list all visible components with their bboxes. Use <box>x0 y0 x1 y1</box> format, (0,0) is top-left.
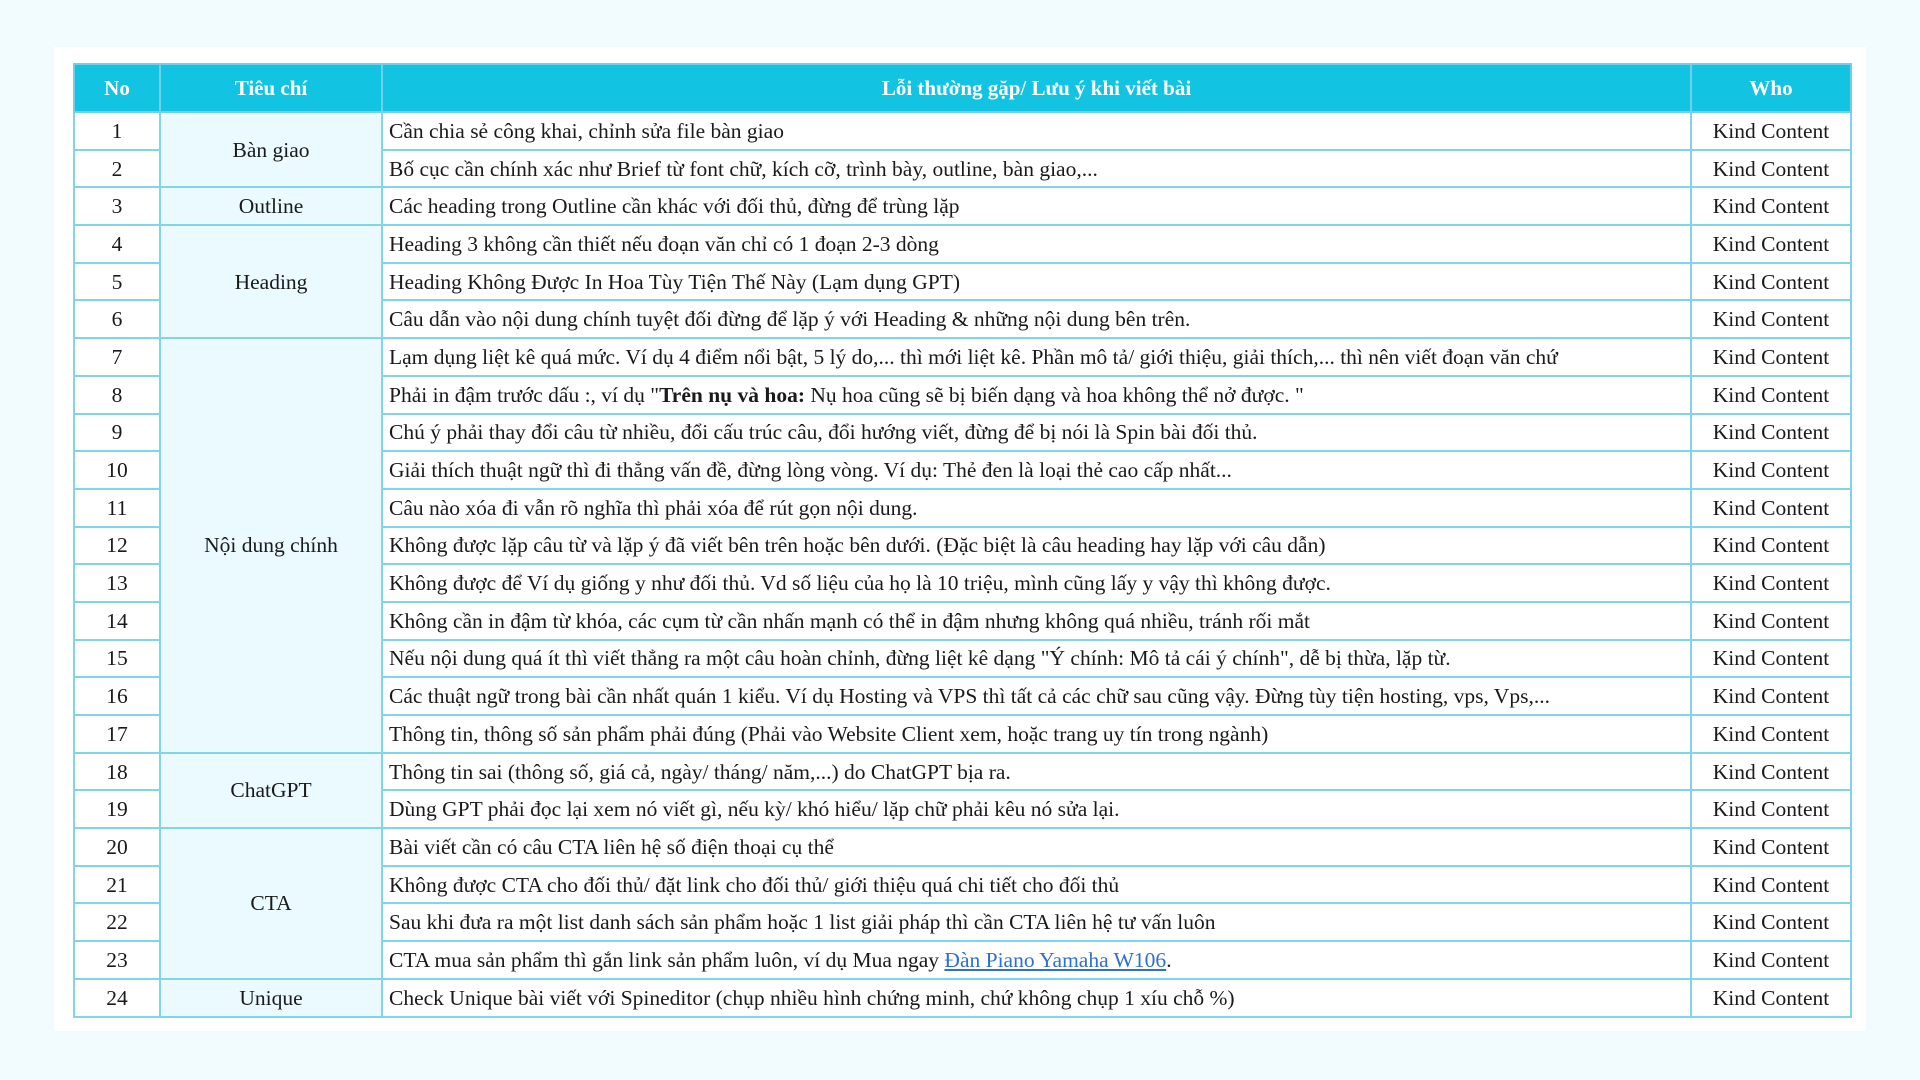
who-cell: Kind Content <box>1691 903 1851 941</box>
issue-cell: Không được để Ví dụ giống y như đối thủ. Vd số liệu của họ là 10 triệu, mình cũng lấy y vậy thì không được. <box>382 564 1691 602</box>
criteria-cell: Unique <box>160 979 382 1017</box>
row-number: 23 <box>74 941 160 979</box>
issue-cell: Check Unique bài viết với Spineditor (chụp nhiều hình chứng minh, chứ không chụp 1 xíu chỗ %) <box>382 979 1691 1017</box>
issue-text: . <box>1166 947 1172 972</box>
criteria-cell: Heading <box>160 225 382 338</box>
issue-cell: Các heading trong Outline cần khác với đối thủ, đừng để trùng lặp <box>382 187 1691 225</box>
row-number: 15 <box>74 640 160 678</box>
issue-cell: Không cần in đậm từ khóa, các cụm từ cần nhấn mạnh có thể in đậm nhưng không quá nhiều, tránh rối mắt <box>382 602 1691 640</box>
who-cell: Kind Content <box>1691 753 1851 791</box>
issue-cell: Không được CTA cho đối thủ/ đặt link cho đối thủ/ giới thiệu quá chi tiết cho đối thủ <box>382 866 1691 904</box>
criteria-cell: Outline <box>160 187 382 225</box>
issue-cell: Nếu nội dung quá ít thì viết thẳng ra một câu hoàn chỉnh, đừng liệt kê dạng "Ý chính: Mô tả cái ý chính", dễ bị thừa, lặp từ. <box>382 640 1691 678</box>
issue-cell: Thông tin sai (thông số, giá cả, ngày/ tháng/ năm,...) do ChatGPT bịa ra. <box>382 753 1691 791</box>
row-number: 22 <box>74 903 160 941</box>
row-number: 17 <box>74 715 160 753</box>
criteria-cell: ChatGPT <box>160 753 382 828</box>
table-row <box>74 979 1851 1017</box>
row-number: 7 <box>74 338 160 376</box>
who-cell: Kind Content <box>1691 263 1851 301</box>
who-cell: Kind Content <box>1691 677 1851 715</box>
table-row <box>74 338 1851 376</box>
bold-example: Trên nụ và hoa: <box>659 382 806 407</box>
who-cell: Kind Content <box>1691 941 1851 979</box>
header-criteria: Tiêu chí <box>160 64 382 112</box>
issue-cell: Cần chia sẻ công khai, chỉnh sửa file bàn giao <box>382 112 1691 150</box>
row-number: 11 <box>74 489 160 527</box>
issue-cell: Lạm dụng liệt kê quá mức. Ví dụ 4 điểm nổi bật, 5 lý do,... thì mới liệt kê. Phần mô tả/ giới thiệu, giải thích,... thì nên viết đoạn văn chứ <box>382 338 1691 376</box>
who-cell: Kind Content <box>1691 715 1851 753</box>
issue-text: Nụ hoa cũng sẽ bị biến dạng và hoa không thể nở được. " <box>805 382 1304 407</box>
row-number: 13 <box>74 564 160 602</box>
who-cell: Kind Content <box>1691 225 1851 263</box>
table-row <box>74 112 1851 150</box>
row-number: 1 <box>74 112 160 150</box>
row-number: 20 <box>74 828 160 866</box>
issue-text: Phải in đậm trước dấu :, ví dụ " <box>389 382 660 407</box>
who-cell: Kind Content <box>1691 414 1851 452</box>
issue-cell: Câu dẫn vào nội dung chính tuyệt đối đừng để lặp ý với Heading & những nội dung bên trên. <box>382 300 1691 338</box>
who-cell: Kind Content <box>1691 187 1851 225</box>
issue-cell: Bố cục cần chính xác như Brief từ font chữ, kích cỡ, trình bày, outline, bàn giao,... <box>382 150 1691 188</box>
row-number: 14 <box>74 602 160 640</box>
who-cell: Kind Content <box>1691 602 1851 640</box>
who-cell: Kind Content <box>1691 489 1851 527</box>
issue-cell: Không được lặp câu từ và lặp ý đã viết bên trên hoặc bên dưới. (Đặc biệt là câu heading hay lặp với câu dẫn) <box>382 527 1691 565</box>
who-cell: Kind Content <box>1691 112 1851 150</box>
who-cell: Kind Content <box>1691 376 1851 414</box>
row-number: 3 <box>74 187 160 225</box>
issue-cell: Bài viết cần có câu CTA liên hệ số điện thoại cụ thể <box>382 828 1691 866</box>
row-number: 4 <box>74 225 160 263</box>
document-panel <box>54 47 1866 1031</box>
row-number: 2 <box>74 150 160 188</box>
table-header-row <box>74 64 1851 112</box>
row-number: 6 <box>74 300 160 338</box>
who-cell: Kind Content <box>1691 866 1851 904</box>
row-number: 19 <box>74 790 160 828</box>
header-who: Who <box>1691 64 1851 112</box>
row-number: 21 <box>74 866 160 904</box>
who-cell: Kind Content <box>1691 451 1851 489</box>
row-number: 5 <box>74 263 160 301</box>
header-issue: Lỗi thường gặp/ Lưu ý khi viết bài <box>382 64 1691 112</box>
who-cell: Kind Content <box>1691 828 1851 866</box>
product-link[interactable]: Đàn Piano Yamaha W106 <box>944 947 1167 972</box>
issue-cell: Thông tin, thông số sản phẩm phải đúng (Phải vào Website Client xem, hoặc trang uy tín trong ngành) <box>382 715 1691 753</box>
who-cell: Kind Content <box>1691 150 1851 188</box>
criteria-cell: Bàn giao <box>160 112 382 187</box>
issue-cell: Giải thích thuật ngữ thì đi thẳng vấn đề, đừng lòng vòng. Ví dụ: Thẻ đen là loại thẻ cao cấp nhất... <box>382 451 1691 489</box>
who-cell: Kind Content <box>1691 790 1851 828</box>
row-number: 12 <box>74 527 160 565</box>
writing-guidelines-table <box>73 63 1852 1018</box>
issue-cell: Chú ý phải thay đổi câu từ nhiều, đổi cấu trúc câu, đổi hướng viết, đừng để bị nói là Spin bài đối thủ. <box>382 414 1691 452</box>
criteria-cell: CTA <box>160 828 382 979</box>
row-number: 16 <box>74 677 160 715</box>
row-number: 10 <box>74 451 160 489</box>
row-number: 9 <box>74 414 160 452</box>
issue-cell: Câu nào xóa đi vẫn rõ nghĩa thì phải xóa để rút gọn nội dung. <box>382 489 1691 527</box>
who-cell: Kind Content <box>1691 527 1851 565</box>
table-row <box>74 828 1851 866</box>
row-number: 24 <box>74 979 160 1017</box>
issue-cell: Sau khi đưa ra một list danh sách sản phẩm hoặc 1 list giải pháp thì cần CTA liên hệ tư vấn luôn <box>382 903 1691 941</box>
criteria-cell: Nội dung chính <box>160 338 382 753</box>
issue-cell <box>382 941 1691 979</box>
issue-cell: Các thuật ngữ trong bài cần nhất quán 1 kiểu. Ví dụ Hosting và VPS thì tất cả các chữ sau cũng vậy. Đừng tùy tiện hosting, vps, Vps,... <box>382 677 1691 715</box>
table-row <box>74 187 1851 225</box>
header-no: No <box>74 64 160 112</box>
who-cell: Kind Content <box>1691 300 1851 338</box>
issue-cell: Heading 3 không cần thiết nếu đoạn văn chỉ có 1 đoạn 2-3 dòng <box>382 225 1691 263</box>
issue-text: CTA mua sản phẩm thì gắn link sản phẩm luôn, ví dụ Mua ngay <box>389 947 945 972</box>
table-row <box>74 753 1851 791</box>
who-cell: Kind Content <box>1691 979 1851 1017</box>
row-number: 18 <box>74 753 160 791</box>
row-number: 8 <box>74 376 160 414</box>
who-cell: Kind Content <box>1691 564 1851 602</box>
table-row <box>74 225 1851 263</box>
issue-cell <box>382 376 1691 414</box>
issue-cell: Dùng GPT phải đọc lại xem nó viết gì, nếu kỳ/ khó hiểu/ lặp chữ phải kêu nó sửa lại. <box>382 790 1691 828</box>
issue-cell: Heading Không Được In Hoa Tùy Tiện Thế Này (Lạm dụng GPT) <box>382 263 1691 301</box>
who-cell: Kind Content <box>1691 338 1851 376</box>
who-cell: Kind Content <box>1691 640 1851 678</box>
